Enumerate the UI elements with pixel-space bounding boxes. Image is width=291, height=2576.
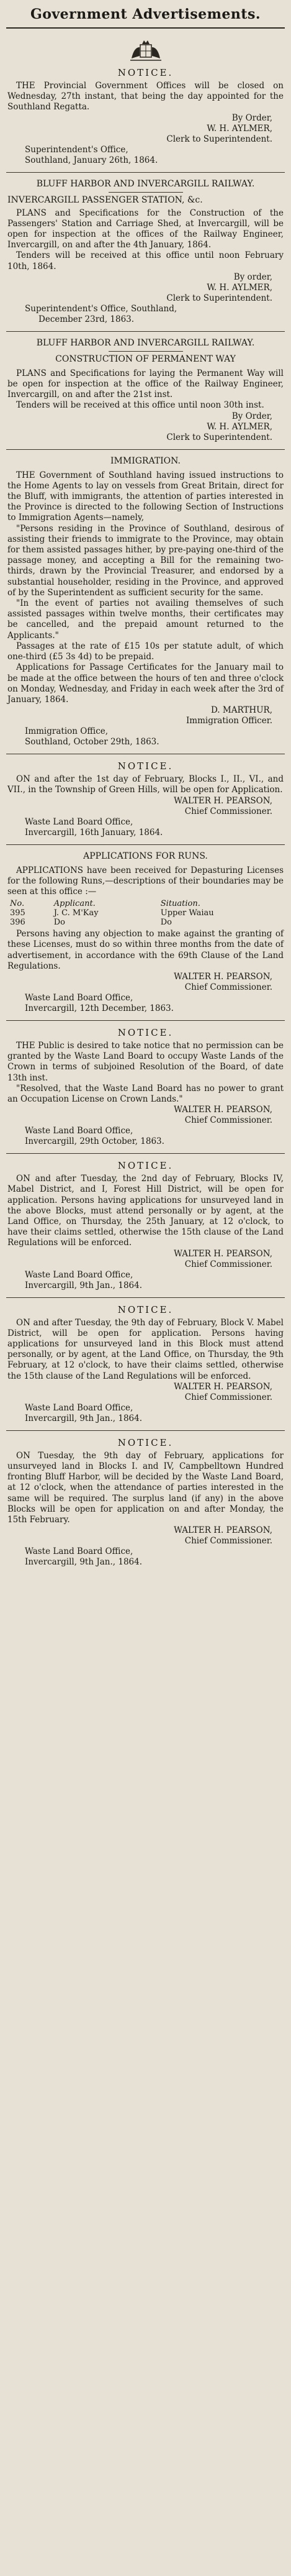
cell-applicant: J. C. M'Kay <box>53 908 99 918</box>
signature-role: Clerk to Superintendent. <box>166 432 272 442</box>
notice-heading: NOTICE. <box>117 760 174 772</box>
office-line: Superintendent's Office, <box>25 144 128 155</box>
immigration-paragraph: "In the event of parties not availing themselves of such assisted passages within twelve months, their certificates may be cancelled, and the prepaid amount returned to the Applicants." <box>7 598 284 641</box>
notice-body: ON Tuesday, the 9th day of February, applications for unsurveyed land in Blocks I. and IV, Campbelltown Hundred fronting Bluff Harbor, will be decided by the Waste Land Board, at 12 o'clock, when the attendance of parties interested in the same will be required. The surplus land (if any) in the above Blocks will be open for application on and after Monday, the 15th February. <box>7 1450 284 1525</box>
cell-situation: Upper Waiau <box>160 908 214 918</box>
notice-body: ON and after Tuesday, the 2nd day of February, Blocks IV, Mabel District, and I, Forest Hill District, will be open for application. Persons having applications for unsurveyed land in the above Blocks, must attend personally or by agent, at the Land Office, on Thursday, the 25th January, at 12 o'clock, to have their claims settled, otherwise the 15th clause of the Land Regulations will be enforced. <box>7 1174 284 1248</box>
office-line: Waste Land Board Office, <box>25 992 133 1003</box>
royal-crest-icon <box>128 39 164 63</box>
date-line: Invercargill, 9th Jan., 1864. <box>25 1280 143 1290</box>
notice-immigration <box>6 450 285 754</box>
column-header-no: No. <box>10 899 25 909</box>
advertisements-page <box>6 0 285 1574</box>
notice-heading: NOTICE. <box>117 1304 174 1315</box>
masthead-title: Government Advertisements. <box>6 2 285 29</box>
signature-name: WALTER H. PEARSON, <box>174 1248 272 1259</box>
notice-mabel-forest-hill <box>6 1154 285 1297</box>
notice-body: Persons having any objection to make against the granting of these Licenses, must do so within three months from the date of advertisement, in accordance with the 69th Clause of the Land Regulations. <box>7 929 284 971</box>
date-line: Invercargill, 16th January, 1864. <box>25 827 163 838</box>
office-line: Waste Land Board Office, <box>25 1402 133 1413</box>
office-line: Superintendent's Office, Southland, <box>25 303 177 314</box>
signature-role: Chief Commissioner. <box>184 1392 272 1402</box>
divider <box>109 192 183 193</box>
notice-tenders: Tenders will be received at this office until noon February 10th, 1864. <box>7 250 284 272</box>
runs-table <box>7 899 284 927</box>
notice-occupation-license <box>6 1021 285 1154</box>
date-line: Southland, January 26th, 1864. <box>25 155 158 165</box>
date-line: Invercargill, 9th Jan., 1864. <box>25 1557 143 1568</box>
notice-heading: APPLICATIONS FOR RUNS. <box>83 851 208 861</box>
notice-permanent-way <box>6 332 285 450</box>
date-line: Southland, October 29th, 1863. <box>25 737 159 747</box>
date-line: Invercargill, 9th Jan., 1864. <box>25 1413 143 1423</box>
signature-name: W. H. AYLMER, <box>207 421 272 432</box>
immigration-paragraph: THE Government of Southland having issued instructions to the Home Agents to lay on vessels from Great Britain, direct for the Bluff, with immigrants, the attention of parties interested in the Province is directed to the following Section of Instructions to Immigration Agents—namely, <box>7 470 284 523</box>
office-line: Waste Land Board Office, <box>25 1546 133 1557</box>
signature-name: WALTER H. PEARSON, <box>174 795 272 806</box>
notice-subheading: INVERCARGILL PASSENGER STATION, &c. <box>7 194 203 205</box>
signature-role: Chief Commissioner. <box>184 982 272 992</box>
notice-block-v-mabel <box>6 1298 285 1431</box>
signature-role: Clerk to Superintendent. <box>166 134 272 144</box>
signature-by: By Order, <box>231 112 272 123</box>
date-line: December 23rd, 1863. <box>38 314 135 324</box>
signature-role: Chief Commissioner. <box>184 1115 272 1126</box>
signature-name: WALTER H. PEARSON, <box>174 1381 272 1392</box>
date-line: Invercargill, 12th December, 1863. <box>25 1003 174 1013</box>
cell-applicant: Do <box>53 918 65 928</box>
notice-tenders: Tenders will be received at this office until noon 30th inst. <box>16 400 264 411</box>
cell-no: 395 <box>10 908 25 918</box>
notice-body: THE Public is desired to take notice that no permission can be granted by the Waste Land Board to occupy Waste Lands of the Crown in terms of subjoined Resolution of the Board, of date 13th inst. <box>7 1040 284 1083</box>
signature-name: WALTER H. PEARSON, <box>174 1525 272 1536</box>
signature-by: By Order, <box>231 411 272 421</box>
signature-role: Immigration Officer. <box>186 716 272 726</box>
notice-applications-for-runs <box>6 845 285 1021</box>
notice-heading: NOTICE. <box>117 1436 174 1448</box>
notice-campbelltown <box>6 1431 285 1574</box>
notice-body: ON and after Tuesday, the 9th day of February, Block V. Mabel District, will be open for application. Persons having applications for unsurveyed land in this Block must attend personally, or by agent, at the Land Office, on Thursday, the 9th February, at 12 o'clock, to have their claims settled, otherwise the 15th clause of the Land Regulations will be enforced. <box>7 1317 284 1381</box>
signature-by: By order, <box>233 272 272 282</box>
signature-name: WALTER H. PEARSON, <box>174 1105 272 1115</box>
notice-passenger-station <box>6 173 285 332</box>
immigration-paragraph: Passages at the rate of £15 10s per statute adult, of which one-third (£5 3s 4d) to be prepaid. <box>7 641 284 662</box>
cell-no: 396 <box>10 918 25 928</box>
column-header-applicant: Applicant. <box>53 899 96 909</box>
column-header-situation: Situation. <box>160 899 200 909</box>
signature-role: Chief Commissioner. <box>184 1259 272 1269</box>
signature-role: Chief Commissioner. <box>184 1536 272 1546</box>
signature-name: W. H. AYLMER, <box>207 123 272 134</box>
notice-regatta <box>6 29 285 173</box>
notice-body: PLANS and Specifications for the Construction of the Passengers' Station and Carriage Shed, at Invercargill, will be open for inspection at the offices of the Railway Engineer, Invercargill, on and after the 4th January, 1864. <box>7 208 284 250</box>
notice-subheading: CONSTRUCTION OF PERMANENT WAY <box>55 354 236 364</box>
cell-situation: Do <box>160 918 172 928</box>
office-line: Waste Land Board Office, <box>25 816 133 827</box>
immigration-paragraph: Applications for Passage Certificates for the January mail to be made at the office between the hours of ten and three o'clock on Monday, Wednesday, and Friday in each week after the 3rd of January, 1864. <box>7 662 284 705</box>
office-line: Immigration Office, <box>25 726 109 737</box>
notice-heading: NOTICE. <box>117 1026 174 1038</box>
divider <box>109 351 183 352</box>
notice-heading: NOTICE. <box>117 1160 174 1172</box>
notice-body: ON and after the 1st day of February, Blocks I., II., VI., and VII., in the Township of Green Hills, will be open for Application. <box>7 774 284 795</box>
signature-role: Chief Commissioner. <box>184 806 272 816</box>
notice-heading: IMMIGRATION. <box>110 455 181 466</box>
date-line: Invercargill, 29th October, 1863. <box>25 1136 164 1147</box>
office-line: Waste Land Board Office, <box>25 1126 133 1136</box>
notice-resolution: "Resolved, that the Waste Land Board has no power to grant an Occupation License on Crown Lands." <box>7 1083 284 1104</box>
table-row <box>7 918 284 927</box>
signature-name: WALTER H. PEARSON, <box>174 971 272 982</box>
table-row <box>7 908 284 918</box>
notice-green-hills <box>6 754 285 844</box>
signature-role: Clerk to Superintendent. <box>166 293 272 303</box>
notice-heading: BLUFF HARBOR AND INVERCARGILL RAILWAY. <box>36 178 255 189</box>
office-line: Waste Land Board Office, <box>25 1269 133 1280</box>
immigration-paragraph: "Persons residing in the Province of Southland, desirous of assisting their friends to immigrate to the Province, may obtain for them assisted passages hither, by pre-paying one-third of the passage money, and accepting a Bill for the remaining two-thirds, drawn by the Provincial Treasurer, and endorsed by a substantial householder, residing in the Province, and approved of by the Superintendent as sufficient security for the same. <box>7 523 284 598</box>
notice-body: APPLICATIONS have been received for Depasturing Licenses for the following Runs,—descriptions of their boundaries may be seen at this office :— <box>7 865 284 897</box>
notice-heading: NOTICE. <box>117 67 174 78</box>
notice-heading: BLUFF HARBOR AND INVERCARGILL RAILWAY. <box>36 337 255 348</box>
signature-name: W. H. AYLMER, <box>207 282 272 293</box>
notice-body: THE Provincial Government Offices will be closed on Wednesday, 27th instant, that being the day appointed for the Southland Regatta. <box>7 81 284 112</box>
notice-body: PLANS and Specifications for laying the Permanent Way will be open for inspection at the office of the Railway Engineer, Invercargill, on and after the 21st inst. <box>7 368 284 400</box>
signature-name: D. MARTHUR, <box>210 705 272 716</box>
